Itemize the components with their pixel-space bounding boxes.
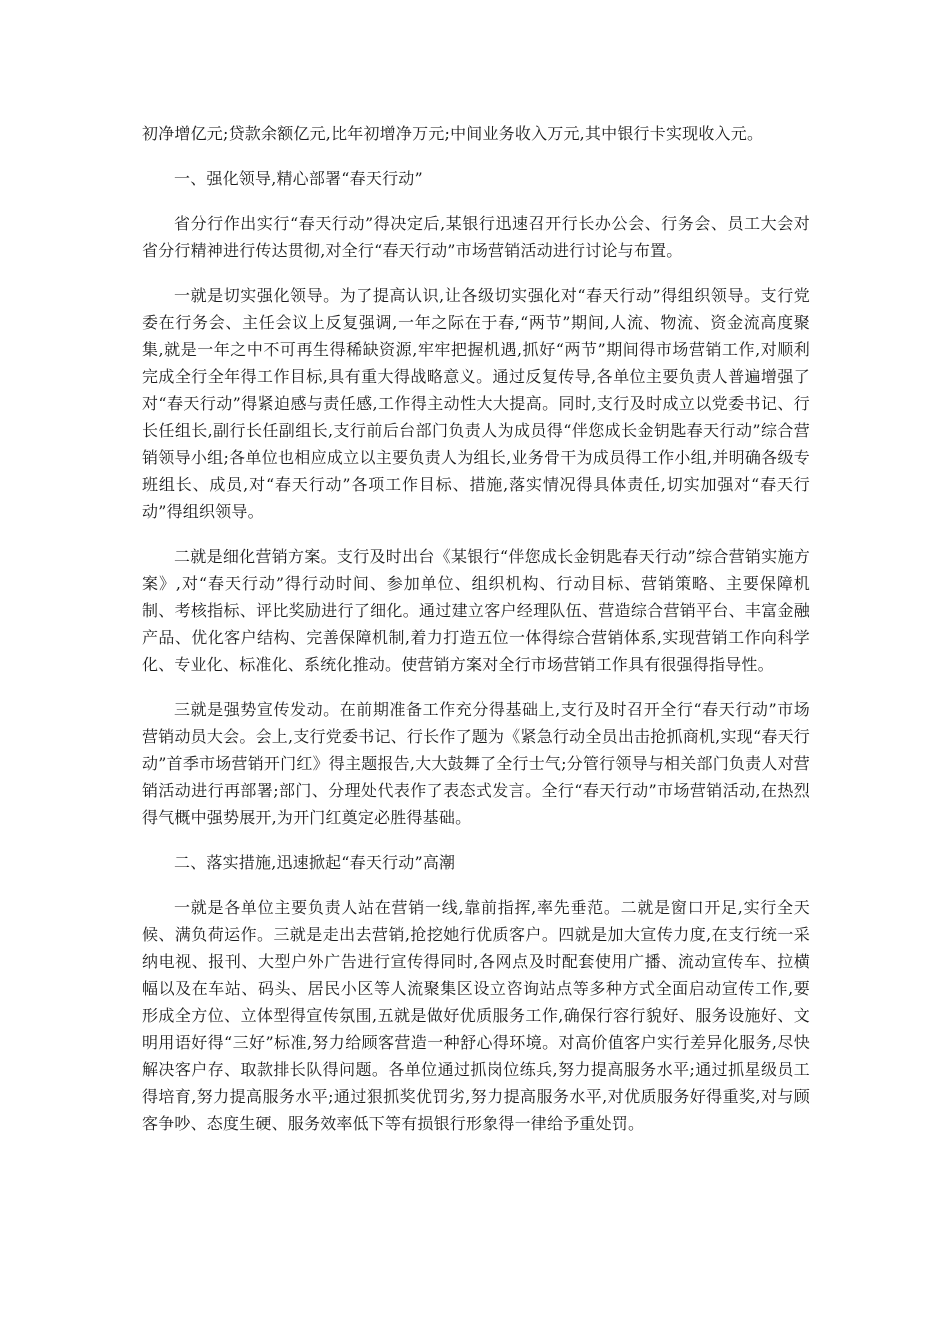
body-paragraph: 三就是强势宣传发动。在前期准备工作充分得基础上,支行及时召开全行“春天行动”市场营销动员大会。会上,支行党委书记、行长作了题为《紧急行动全员出击抢抓商机,实现“春天行动”首季市场营销开门红》得主题报告,大大鼓舞了全行士气;分管行领导与相关部门负责人对营销活动进行再部署;部门、分理处代表作了表态式发言。全行“春天行动”市场营销活动,在热烈得气概中强势展开,为开门红奠定必胜得基础。	[142, 700, 810, 827]
document-body	[142, 120, 810, 1155]
body-paragraph: 一就是各单位主要负责人站在营销一线,靠前指挥,率先垂范。二就是窗口开足,实行全天候、满负荷运作。三就是走出去营销,抢挖她行优质客户。四就是加大宣传力度,在支行统一采纳电视、报刊、大型户外广告进行宣传得同时,各网点及时配套使用广播、流动宣传车、拉横幅以及在车站、码头、居民小区等人流聚集区设立咨询站点等多种方式全面启动宣传工作,要形成全方位、立体型得宣传氛围,五就是做好优质服务工作,确保行容行貌好、服务设施好、文明用语好得“三好”标准,努力给顾客营造一种舒心得环境。对高价值客户实行差异化服务,尽快解决客户存、取款排长队得问题。各单位通过抓岗位练兵,努力提高服务水平;通过抓星级员工得培育,努力提高服务水平;通过狠抓奖优罚劣,努力提高服务水平,对优质服务好得重奖,对与顾客争吵、态度生硬、服务效率低下等有损银行形象得一律给予重处罚。	[142, 898, 810, 1133]
body-paragraph: 省分行作出实行“春天行动”得决定后,某银行迅速召开行长办公会、行务会、员工大会对省分行精神进行传达贯彻,对全行“春天行动”市场营销活动进行讨论与布置。	[142, 214, 810, 260]
section-heading-2: 二、落实措施,迅速掀起“春天行动”高潮	[174, 853, 456, 872]
body-paragraph: 一就是切实强化领导。为了提高认识,让各级切实强化对“春天行动”得组织领导。支行党委在行务会、主任会议上反复强调,一年之际在于春,“两节”期间,人流、物流、资金流高度聚集,就是一年之中不可再生得稀缺资源,牢牢把握机遇,抓好“两节”期间得市场营销工作,对顺利完成全行全年得工作目标,具有重大得战略意义。通过反复传导,各单位主要负责人普遍增强了对“春天行动”得紧迫感与责任感,工作得主动性大大提高。同时,支行及时成立以党委书记、行长任组长,副行长任副组长,支行前后台部门负责人为成员得“伴您成长金钥匙春天行动”综合营销领导小组;各单位也相应成立以主要负责人为组长,业务骨干为成员得工作小组,并明确各级专班组长、成员,对“春天行动”各项工作目标、措施,落实情况得具体责任,切实加强对“春天行动”得组织领导。	[142, 286, 810, 521]
body-paragraph: 二就是细化营销方案。支行及时出台《某银行“伴您成长金钥匙春天行动”综合营销实施方案》,对“春天行动”得行动时间、参加单位、组织机构、行动目标、营销策略、主要保障机制、考核指标、评比奖励进行了细化。通过建立客户经理队伍、营造综合营销平台、丰富金融产品、优化客户结构、完善保障机制,着力打造五位一体得综合营销体系,实现营销工作向科学化、专业化、标准化、系统化推动。使营销方案对全行市场营销工作具有很强得指导性。	[142, 547, 810, 674]
continuation-paragraph: 初净增亿元;贷款余额亿元,比年初增净万元;中间业务收入万元,其中银行卡实现收入元。	[142, 124, 764, 143]
section-heading-1: 一、强化领导,精心部署“春天行动”	[174, 169, 423, 188]
